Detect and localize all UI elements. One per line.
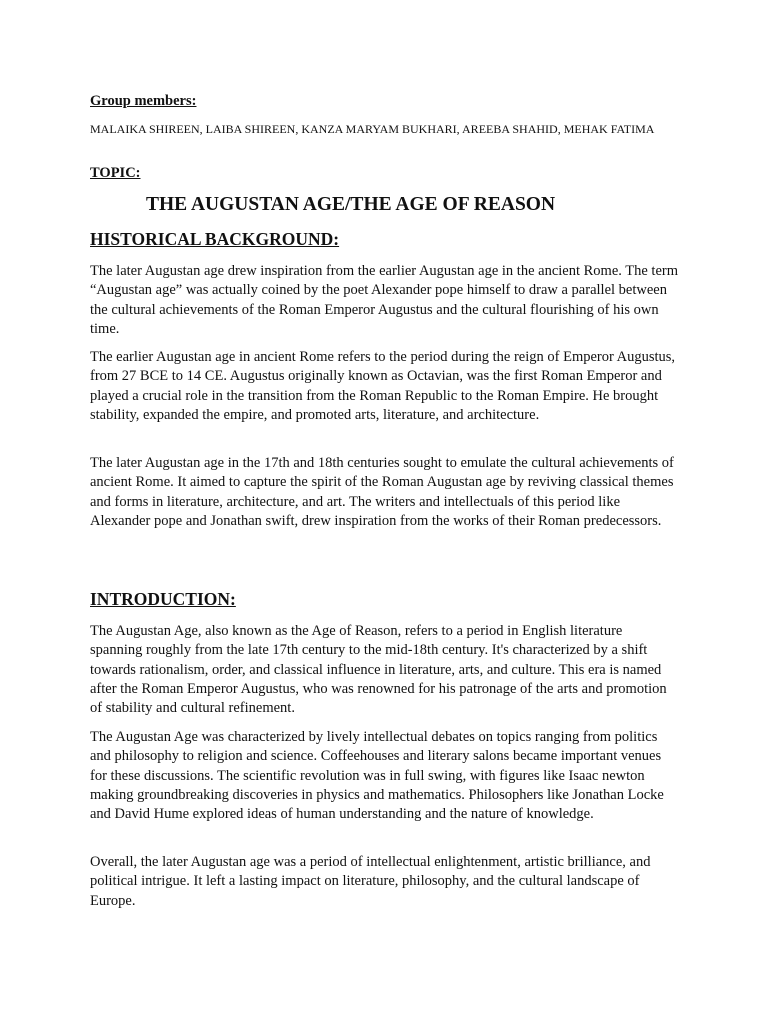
introduction-heading: INTRODUCTION: [90,589,236,609]
historical-paragraph-3: The later Augustan age in the 17th and 18th centuries sought to emulate the cultural achievements of ancient Rome. It aimed to capture the spirit of the Roman Augustan age by reviving classical themes and forms in literature, architecture, and art. The writers and intellectuals of this period like Alexander pope and Jonathan swift, drew inspiration from the works of their Roman predecessors. [90,455,674,529]
document-title: THE AUGUSTAN AGE/THE AGE OF REASON [146,194,556,215]
introduction-paragraph-1: The Augustan Age, also known as the Age of Reason, refers to a period in English literature spanning roughly from the late 17th century to the mid-18th century. It's characterized by a shift towards rationalism, order, and classical influence in literature, arts, and culture. This era is named after the Roman Emperor Augustus, who was renowned for his patronage of the arts and promotion of stability and cultural refinement. [90,623,667,717]
introduction-paragraph-3: Overall, the later Augustan age was a period of intellectual enlightenment, artistic brilliance, and political intrigue. It left a lasting impact on literature, philosophy, and the cultural landscape of Europe. [90,854,651,909]
historical-background-heading: HISTORICAL BACKGROUND: [90,229,340,249]
historical-paragraph-1: The later Augustan age drew inspiration from the earlier Augustan age in the ancient Rome. The term “Augustan age” was actually coined by the poet Alexander pope himself to draw a parallel between the cultural achievements of the Roman Emperor Augustus and the cultural flourishing of his own time. [90,263,679,337]
historical-paragraph-2: The earlier Augustan age in ancient Rome refers to the period during the reign of Emperor Augustus, from 27 BCE to 14 CE. Augustus originally known as Octavian, was the first Roman Emperor and played a crucial role in the transition from the Roman Republic to the Roman Empire. He brought stability, expanded the empire, and promoted arts, literature, and architecture. [90,349,676,423]
group-members-names: MALAIKA SHIREEN, LAIBA SHIREEN, KANZA MARYAM BUKHARI, AREEBA SHAHID, MEHAK FATIMA [90,122,655,136]
topic-label: TOPIC: [90,165,141,181]
group-members-label: Group members: [90,93,197,109]
introduction-paragraph-2: The Augustan Age was characterized by lively intellectual debates on topics ranging from politics and philosophy to religion and science. Coffeehouses and literary salons became important venues for these discussions. The scientific revolution was in full swing, with figures like Isaac newton making groundbreaking discoveries in physics and mathematics. Philosophers like Jonathan Locke and David Hume explored ideas of human understanding and the nature of knowledge. [90,729,664,823]
